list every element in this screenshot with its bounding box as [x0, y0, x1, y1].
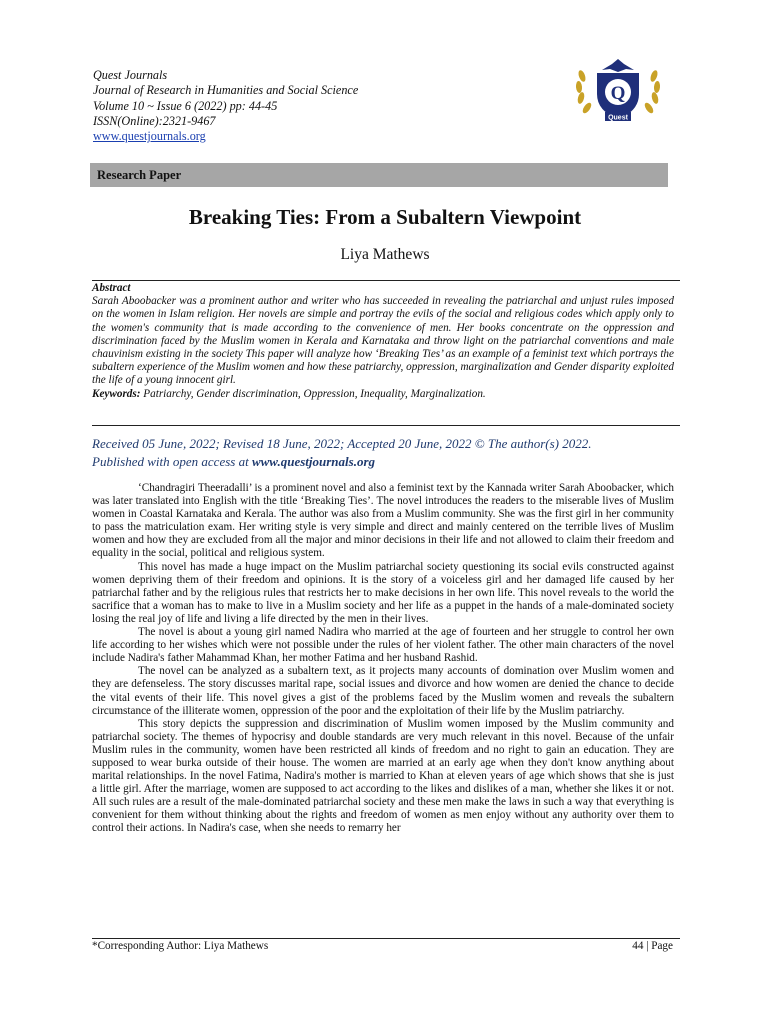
journal-full-title: Journal of Research in Humanities and Social Science: [93, 83, 359, 98]
journal-url-link[interactable]: www.questjournals.org: [93, 129, 206, 144]
paragraph: The novel can be analyzed as a subaltern text, as it projects many accounts of domination over Muslim women and they are defenseless. The story discusses marital rape, social issues and divorce and how women are denied the chance to decide the vital events of their life. This novel gives a gist of the problems faced by the Muslim women and reveals the subaltern circumstance of the illiterate women, oppression of the poor and the exploitation of their life by the Muslim patriarchy.: [92, 665, 674, 717]
keywords-text: Patriarchy, Gender discrimination, Oppression, Inequality, Marginalization.: [143, 387, 486, 400]
keywords-label: Keywords:: [92, 387, 141, 400]
dates-line: Received 05 June, 2022; Revised 18 June, 2022; Accepted 20 June, 2022 © The author(s) 2022.: [92, 436, 592, 451]
divider-top: [92, 280, 680, 281]
open-access-url-link[interactable]: www.questjournals.org: [251, 454, 376, 469]
paragraph: The novel is about a young girl named Nadira who married at the age of fourteen and her struggle to control her own life according to her wishes which were not possible under the rules of her violent father. The other main characters of the novel include Nadira's father Mahammad Khan, her mother Fatima and her husband Rashid.: [92, 626, 674, 665]
footer-divider: [92, 938, 680, 939]
publication-dates: [92, 435, 682, 471]
journal-info: [93, 68, 358, 144]
abstract-text: Sarah Aboobacker was a prominent author and writer who has succeeded in revealing the patriarchal and unjust rules imposed on the women in Islam religion. Her novels are simple and portray the evils of the social and religious codes which apply only to the women's community that is made according to the convenience of men. Her books concentrate on the oppression and discrimination faced by the Muslim women in Kerala and Karnataka and throw light on the patriarchal conventions and male chauvinism existing in the society This paper will analyze how ‘Breaking Ties’ as an example of a feminist text which portrays the subaltern experience of the Muslim women and how these patriarchy, oppression, marginalization and Gender disparity exploited the life of a young innocent girl.: [92, 295, 674, 387]
eagle-icon: [602, 59, 634, 72]
paragraph: This novel has made a huge impact on the Muslim patriarchal society questioning its social evils constructed against women depriving them of their freedom and opinions. It is the story of a voiceless girl and her damaged life caused by her patriarchal father and by the religious rules that restricts her to make decisions in her own life. This novel reveals to the world the sacrifice that a woman has to make to live in a Muslim society and her life as a puppet in the hands of a male-dominated society losing the real joy of life and living a life directed by the men in their lives.: [92, 560, 674, 625]
journal-volume: Volume 10 ~ Issue 6 (2022) pp: 44-45: [93, 98, 278, 113]
page-number: 44 | Page: [632, 940, 673, 952]
quest-journals-logo: [572, 56, 664, 124]
corresponding-author: *Corresponding Author: Liya Mathews: [92, 940, 269, 952]
journal-name: Quest Journals: [93, 68, 168, 82]
journal-issn: ISSN(Online):2321-9467: [93, 113, 216, 128]
logo-text: Quest: [608, 114, 628, 122]
paper-title: Breaking Ties: From a Subaltern Viewpoint: [188, 205, 582, 229]
abstract-heading: Abstract: [92, 282, 131, 294]
author-name: Liya Mathews: [340, 246, 430, 263]
open-access-text: Published with open access at: [92, 454, 252, 469]
body-text: [92, 482, 674, 836]
paragraph: This story depicts the suppression and discrimination of Muslim women imposed by the Muslim community and patriarchal society. The themes of hypocrisy and double standards are very much relevant in this novel. Because of the unfair Muslim rules in the community, women have been restricted all kinds of freedom and no right to gain an education. They are supposed to wear burka outside of their house. The women are married at an early age when they don't know anything about marital relationships. In the novel Fatima, Nadira's mother is married to Khan at eleven years of age which shows that she is just a little girl. After the marriage, women are supposed to act according to the likes and dislikes of a man, whether she likes it or not. All such rules are a result of the male-dominated patriarchal society and these men make the laws in such a way that everything is convenient for them without thinking about the rights and freedom of women as men enjoy without any authority over them to control their actions. In Nadira's case, when she needs to remarry her: [92, 717, 674, 835]
divider-bottom: [92, 425, 680, 426]
section-label-bar: Research Paper: [90, 163, 668, 187]
logo-letter: Q: [610, 83, 626, 104]
paragraph: ‘Chandragiri Theeradalli’ is a prominent novel and also a feminist text by the Kannada writer Sarah Aboobacker, which was later translated into English with the title ‘Breaking Ties’. The novel introduces the readers to the miserable lives of Muslim women in Coastal Karnataka and Kerala. The author was also from a Muslim community. She was the first girl in her community to pass the matriculation exam. Her writing style is very simple and direct and mainly centered on the terrible lives of Muslim women and how they are excluded from all the major and minor decisions in their life and not allowed to claim their freedom and equality in the social, political and religious system.: [92, 482, 674, 560]
abstract-block: [92, 282, 674, 401]
